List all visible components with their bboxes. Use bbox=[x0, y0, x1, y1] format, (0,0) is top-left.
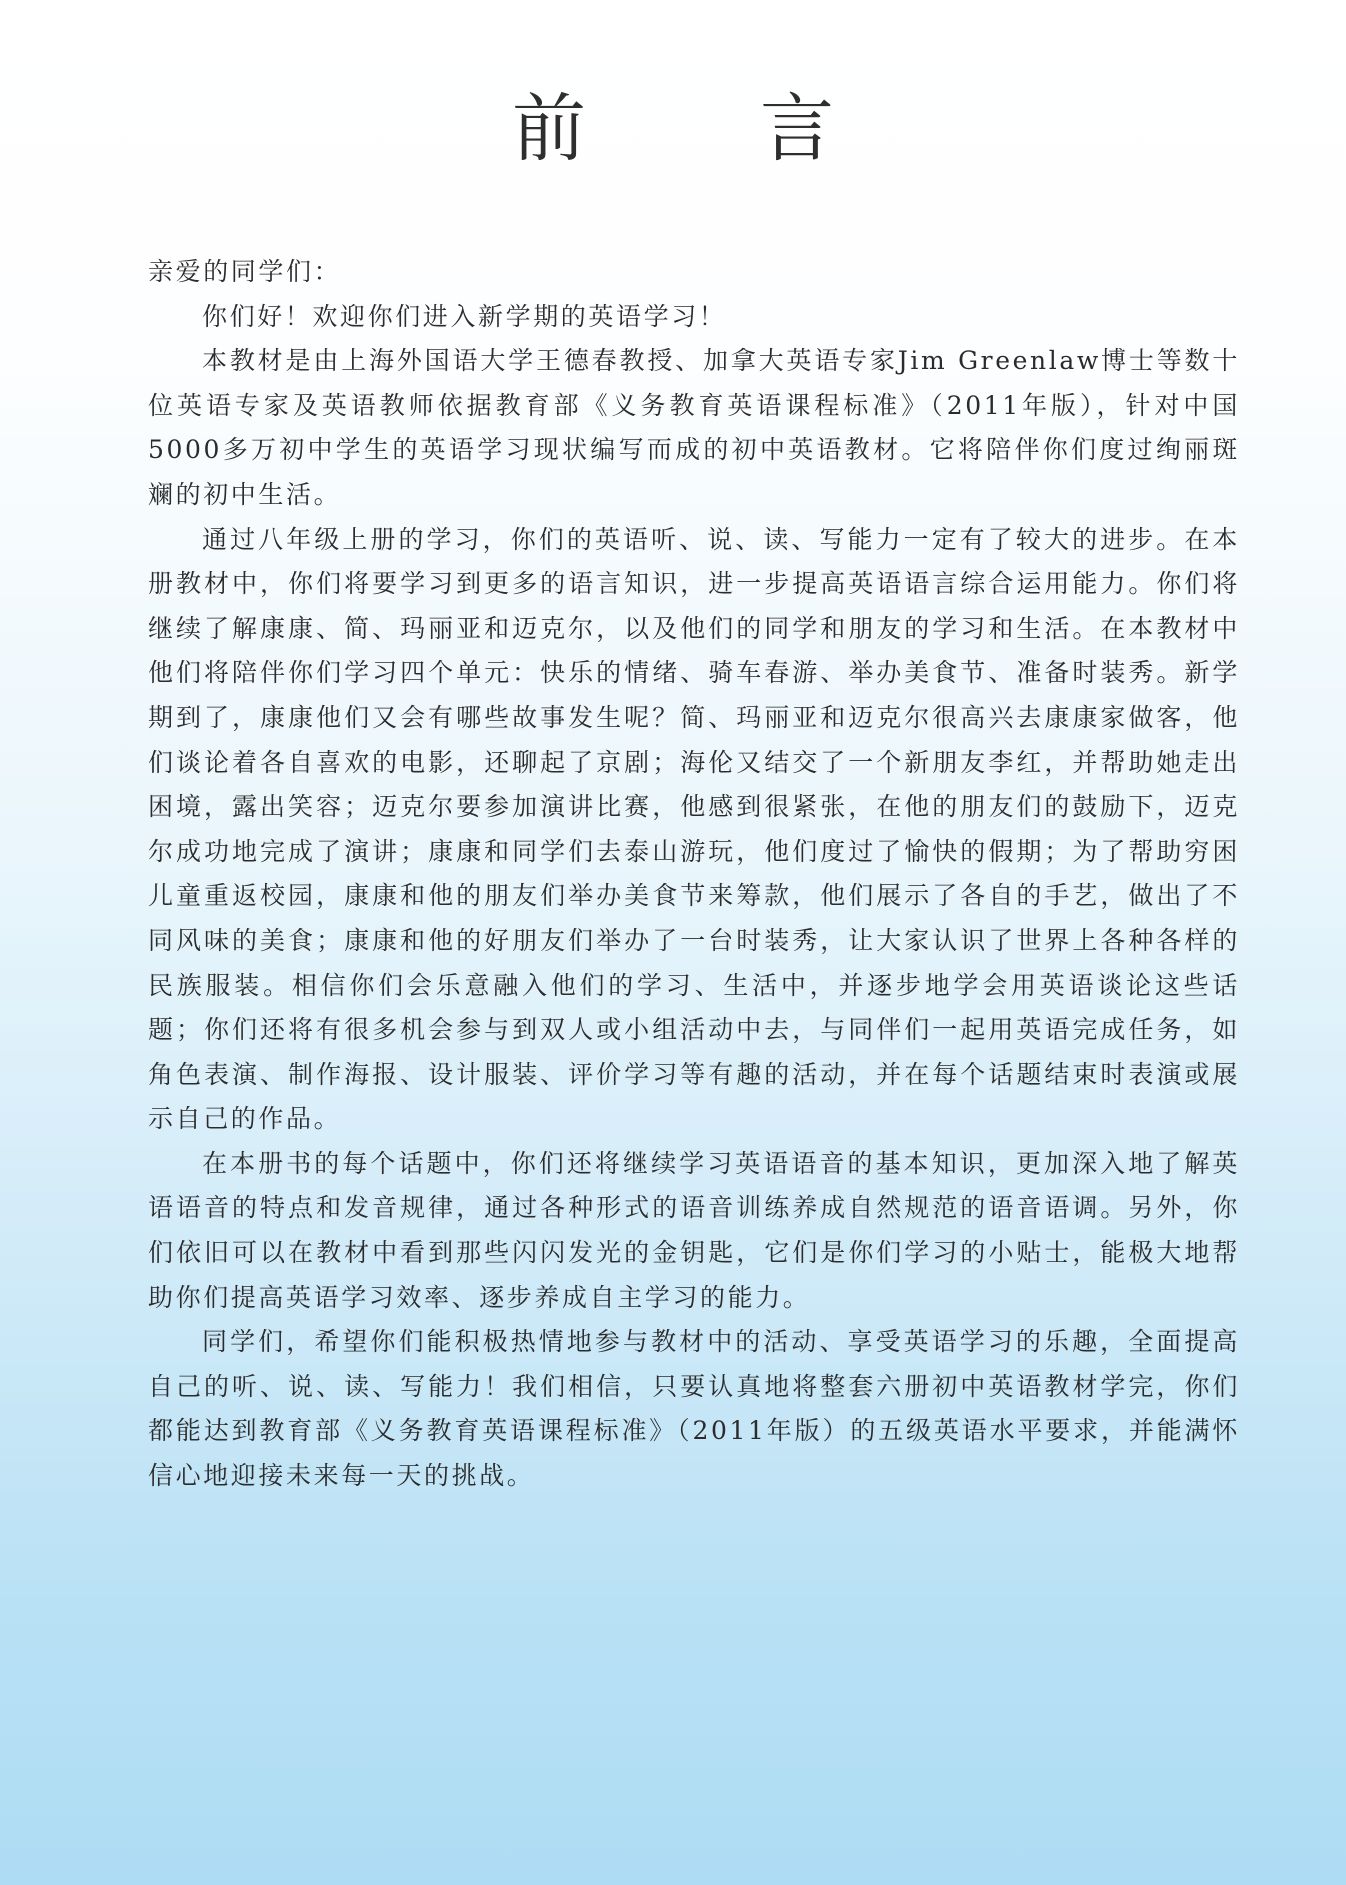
paragraph-pronunciation: 在本册书的每个话题中，你们还将继续学习英语语音的基本知识，更加深入地了解英语语音的特点和发音规律，通过各种形式的语音训练养成自然规范的语音语调。另外，你们依旧可以在教材中看到那些闪闪发光的金钥匙，它们是你们学习的小贴士，能极大地帮助你们提高英语学习效率、逐步养成自主学习的能力。 bbox=[148, 1148, 1240, 1312]
salutation: 亲爱的同学们： bbox=[148, 257, 342, 286]
paragraph-closing: 同学们，希望你们能积极热情地参与教材中的活动、享受英语学习的乐趣，全面提高自己的听、说、读、写能力！我们相信，只要认真地将整套六册初中英语教材学完，你们都能达到教育部《义务教育英语课程标准》（2011年版）的五级英语水平要求，并能满怀信心地迎接未来每一天的挑战。 bbox=[148, 1327, 1240, 1491]
paragraph-content-overview: 通过八年级上册的学习，你们的英语听、说、读、写能力一定有了较大的进步。在本册教材中，你们将要学习到更多的语言知识，进一步提高英语语言综合运用能力。你们将继续了解康康、简、玛丽亚和迈克尔，以及他们的同学和朋友的学习和生活。在本教材中他们将陪伴你们学习四个单元：快乐的情绪、骑车春游、举办美食节、准备时装秀。新学期到了，康康他们又会有哪些故事发生呢？简、玛丽亚和迈克尔很高兴去康康家做客，他们谈论着各自喜欢的电影，还聊起了京剧；海伦又结交了一个新朋友李红，并帮助她走出困境，露出笑容；迈克尔要参加演讲比赛，他感到很紧张，在他的朋友们的鼓励下，迈克尔成功地完成了演讲；康康和同学们去泰山游玩，他们度过了愉快的假期；为了帮助穷困儿童重返校园，康康和他的朋友们举办美食节来筹款，他们展示了各自的手艺，做出了不同风味的美食；康康和他的好朋友们举办了一台时装秀，让大家认识了世界上各种各样的民族服装。相信你们会乐意融入他们的学习、生活中，并逐步地学会用英语谈论这些话题；你们还将有很多机会参与到双人或小组活动中去，与同伴们一起用英语完成任务，如角色表演、制作海报、设计服装、评价学习等有趣的活动，并在每个话题结束时表演或展示自己的作品。 bbox=[148, 524, 1240, 1134]
paragraph-introduction: 本教材是由上海外国语大学王德春教授、加拿大英语专家Jim Greenlaw博士等数十位英语专家及英语教师依据教育部《义务教育英语课程标准》（2011年版），针对中国5000多万初中学生的英语学习现状编写而成的初中英语教材。它将陪伴你们度过绚丽斑斓的初中生活。 bbox=[148, 346, 1240, 509]
preface-body bbox=[148, 250, 1240, 1499]
page-title: 前 言 bbox=[512, 86, 884, 172]
paragraph-greeting: 你们好！欢迎你们进入新学期的英语学习！ bbox=[202, 301, 727, 331]
